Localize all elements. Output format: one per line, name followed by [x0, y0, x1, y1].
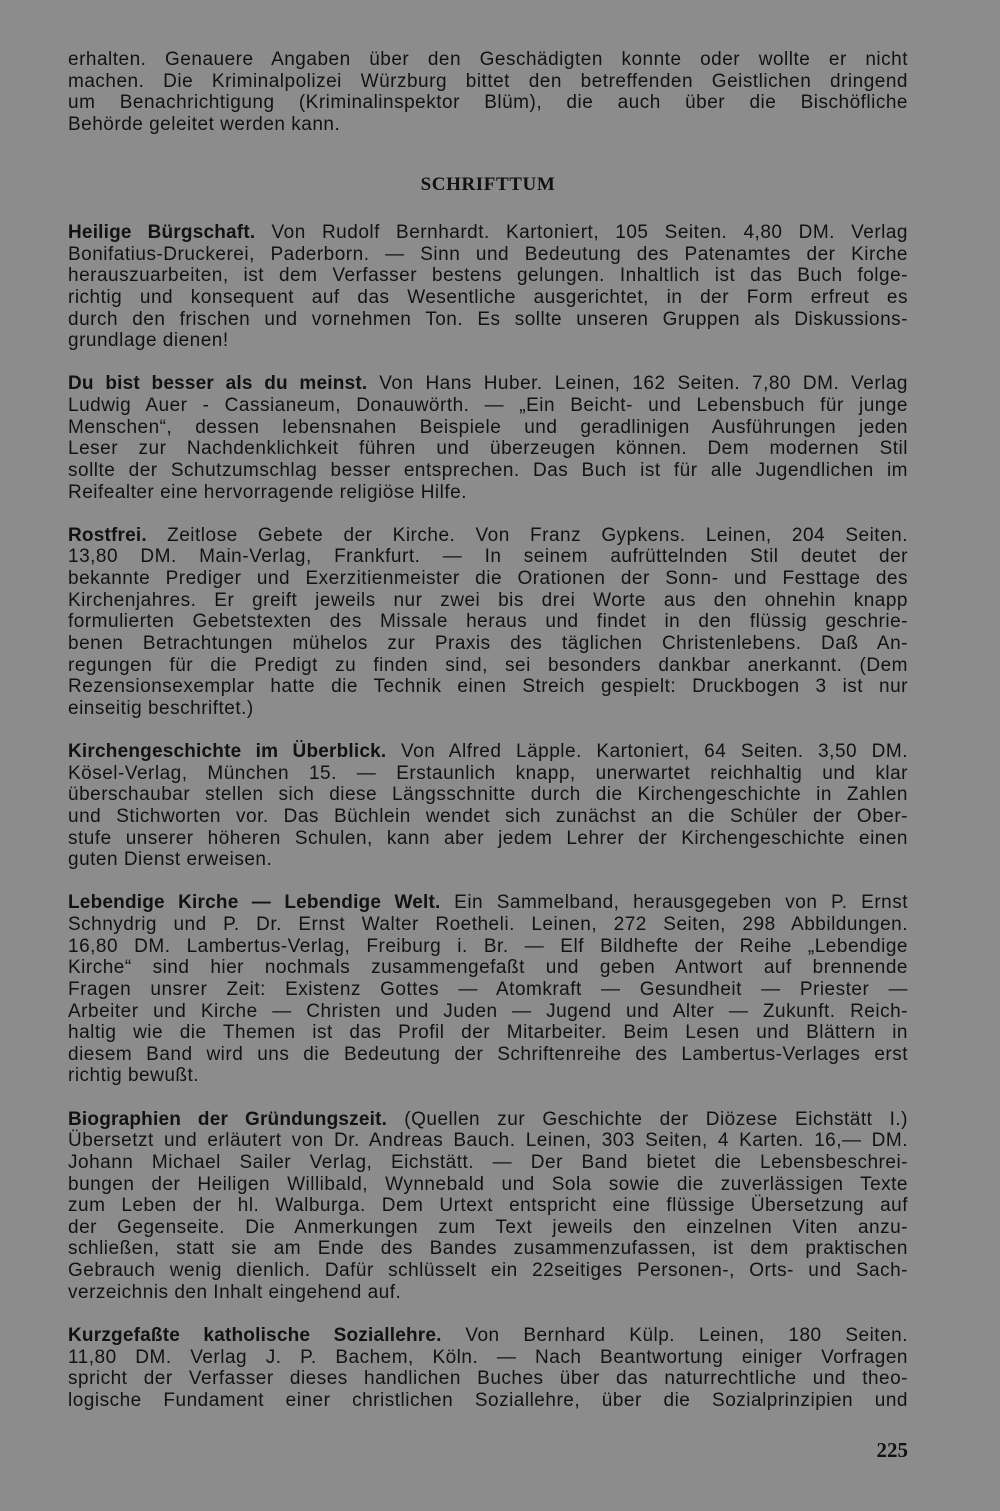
- review-title: Heilige Bürgschaft.: [68, 222, 256, 244]
- text-line: der Gegenseite. Die Anmerkungen zum Text jeweils den einzelnen Viten anzu-: [68, 1216, 908, 1238]
- text-line: bekannte Prediger und Exerzitienmeister die Orationen der Sonn- und Festtage des: [68, 568, 908, 590]
- text-line: Rezensionsexemplar hatte die Technik einen Streich gespielt: Druckbogen 3 ist nur: [68, 676, 908, 698]
- text-line: Kösel-Verlag, München 15. — Erstaunlich knapp, unerwartet reichhaltig und klar: [68, 762, 908, 784]
- text-line: [68, 525, 908, 547]
- review-entry: [68, 1325, 908, 1412]
- text-line: Ludwig Auer - Cassianeum, Donauwörth. — „Ein Beicht- und Lebensbuch für junge: [68, 395, 908, 417]
- text-segment: Von Rudolf Bernhardt. Kartoniert, 105 Seiten. 4,80 DM. Verlag: [271, 222, 908, 244]
- section-heading: SCHRIFTTUM: [420, 174, 556, 195]
- text-line: [68, 1109, 908, 1131]
- text-segment: Von Hans Huber. Leinen, 162 Seiten. 7,80 DM. Verlag: [379, 373, 908, 395]
- text-line: grundlage dienen!: [68, 330, 229, 352]
- text-line: benen Betrachtungen mühelos zur Praxis des täglichen Christenlebens. Daß An-: [68, 632, 908, 654]
- text-line: Leser zur Nachdenklichkeit führen und überzeugen können. Dem modernen Stil: [68, 438, 908, 460]
- text-line: richtig und konsequent auf das Wesentliche ausgerichtet, in der Form erfreut es: [68, 286, 908, 308]
- text-line: Kirchenjahres. Er greift jeweils nur zwei bis drei Worte aus den ohnehin knapp: [68, 589, 908, 611]
- text-column: [68, 49, 908, 1411]
- text-line: einseitig beschriftet.): [68, 697, 254, 719]
- review-title: Kirchengeschichte im Überblick.: [68, 741, 387, 763]
- page-number: 225: [876, 1438, 908, 1462]
- text-line: überschaubar stellen sich diese Längsschnitte durch die Kirchengeschichte in Zahlen: [68, 784, 908, 806]
- text-line: Gebrauch wenig dienlich. Dafür schlüsselt ein 22seitiges Personen-, Orts- und Sach-: [68, 1260, 908, 1282]
- text-segment: Zeitlose Gebete der Kirche. Von Franz Gypkens. Leinen, 204 Seiten.: [167, 524, 909, 546]
- text-line: schließen, statt sie am Ende des Bandes zusammenzufassen, ist dem praktischen: [68, 1238, 908, 1260]
- text-line: guten Dienst erweisen.: [68, 849, 273, 871]
- text-line: Menschen“, dessen lebensnahen Beispiele und geradlinigen Ausführungen jeden: [68, 416, 908, 438]
- intro-paragraph: [68, 49, 908, 136]
- text-line: verzeichnis den Inhalt eingehend auf.: [68, 1281, 402, 1303]
- text-line: erhalten. Genauere Angaben über den Geschädigten konnte oder wollte er nicht: [68, 49, 908, 70]
- text-line: [68, 222, 908, 244]
- text-line: [68, 741, 908, 763]
- text-line: haltig wie die Themen ist das Profil der Mitarbeiter. Beim Lesen und Blättern in: [68, 1022, 908, 1044]
- text-line: Johann Michael Sailer Verlag, Eichstätt. — Der Band bietet die Lebensbeschrei-: [68, 1151, 908, 1173]
- text-line: 16,80 DM. Lambertus-Verlag, Freiburg i. Br. — Elf Bildhefte der Reihe „Lebendige: [68, 935, 908, 957]
- text-line: Übersetzt und erläutert von Dr. Andreas Bauch. Leinen, 303 Seiten, 4 Karten. 16,— DM.: [68, 1130, 908, 1152]
- text-line: durch den frischen und vornehmen Ton. Es sollte unseren Gruppen als Diskussions-: [68, 308, 908, 330]
- review-title: Lebendige Kirche — Lebendige Welt.: [68, 892, 441, 914]
- review-entry: [68, 892, 908, 1087]
- text-line: um Benachrichtigung (Kriminalinspektor Blüm), die auch über die Bischöfliche: [68, 92, 908, 114]
- text-line: diesem Band wird uns die Bedeutung der Schriftenreihe des Lambertus-Verlages erst: [68, 1043, 908, 1065]
- review-title: Rostfrei.: [68, 524, 147, 546]
- text-line: und Stichworten vor. Das Büchlein wendet sich zunächst an die Schüler der Ober-: [68, 805, 908, 827]
- review-title: Du bist besser als du meinst.: [68, 373, 368, 395]
- text-line: richtig bewußt.: [68, 1065, 200, 1087]
- text-line: machen. Die Kriminalpolizei Würzburg bittet den betreffenden Geistlichen dringend: [68, 70, 908, 92]
- text-line: sollte der Schutzumschlag besser entsprechen. Das Buch ist für alle Jugendlichen im: [68, 459, 908, 481]
- text-line: Fragen unsrer Zeit: Existenz Gottes — Atomkraft — Gesundheit — Priester —: [68, 978, 908, 1000]
- text-line: [68, 892, 908, 914]
- text-segment: Von Alfred Läpple. Kartoniert, 64 Seiten. 3,50 DM.: [401, 741, 909, 763]
- text-line: regungen für die Predigt zu finden sind, sei besonders dankbar anerkannt. (Dem: [68, 654, 908, 676]
- text-line: Arbeiter und Kirche — Christen und Juden — Jugend und Alter — Zukunft. Reich-: [68, 1000, 908, 1022]
- text-line: stufe unserer höheren Schulen, kann aber jedem Lehrer der Kirchengeschichte einen: [68, 827, 908, 849]
- text-line: Behörde geleitet werden kann.: [68, 113, 341, 135]
- text-segment: (Quellen zur Geschichte der Diözese Eichstätt I.): [404, 1108, 908, 1130]
- text-line: logische Fundament einer christlichen Soziallehre, über die Sozialprinzipien und: [68, 1389, 908, 1411]
- text-line: 11,80 DM. Verlag J. P. Bachem, Köln. — Nach Beantwortung einiger Vorfragen: [68, 1346, 908, 1368]
- text-line: formulierten Gebetstexten des Missale heraus und findet in den flüssig geschrie-: [68, 611, 908, 633]
- text-line: Bonifatius-Druckerei, Paderborn. — Sinn und Bedeutung des Patenamtes der Kirche: [68, 243, 908, 265]
- review-entry: [68, 222, 908, 352]
- text-line: zum Leben der hl. Walburga. Dem Urtext entspricht eine flüssige Übersetzung auf: [68, 1195, 908, 1217]
- review-entry: [68, 373, 908, 503]
- text-line: bungen der Heiligen Willibald, Wynnebald und Sola sowie die zuverlässigen Texte: [68, 1173, 908, 1195]
- review-entry: [68, 525, 908, 720]
- review-entry: [68, 741, 908, 871]
- text-line: 13,80 DM. Main-Verlag, Frankfurt. — In seinem aufrüttelnden Stil deutet der: [68, 546, 908, 568]
- text-line: Schnydrig und P. Dr. Ernst Walter Roetheli. Leinen, 272 Seiten, 298 Abbildungen.: [68, 914, 908, 936]
- text-line: Kirche“ sind hier nochmals zusammengefaßt und geben Antwort auf brennende: [68, 957, 908, 979]
- text-segment: Ein Sammelband, herausgegeben von P. Ernst: [454, 892, 909, 914]
- review-title: Biographien der Gründungszeit.: [68, 1108, 388, 1130]
- text-line: herauszuarbeiten, ist dem Verfasser bestens gelungen. Inhaltlich ist das Buch folge-: [68, 265, 908, 287]
- text-line: [68, 1325, 908, 1347]
- review-entry: [68, 1109, 908, 1304]
- text-segment: Von Bernhard Külp. Leinen, 180 Seiten.: [465, 1324, 908, 1346]
- text-line: spricht der Verfasser dieses handlichen Buches über das naturrechtliche und theo-: [68, 1368, 908, 1390]
- text-line: Reifealter eine hervorragende religiöse Hilfe.: [68, 481, 467, 503]
- review-title: Kurzgefaßte katholische Soziallehre.: [68, 1324, 442, 1346]
- text-line: [68, 373, 908, 395]
